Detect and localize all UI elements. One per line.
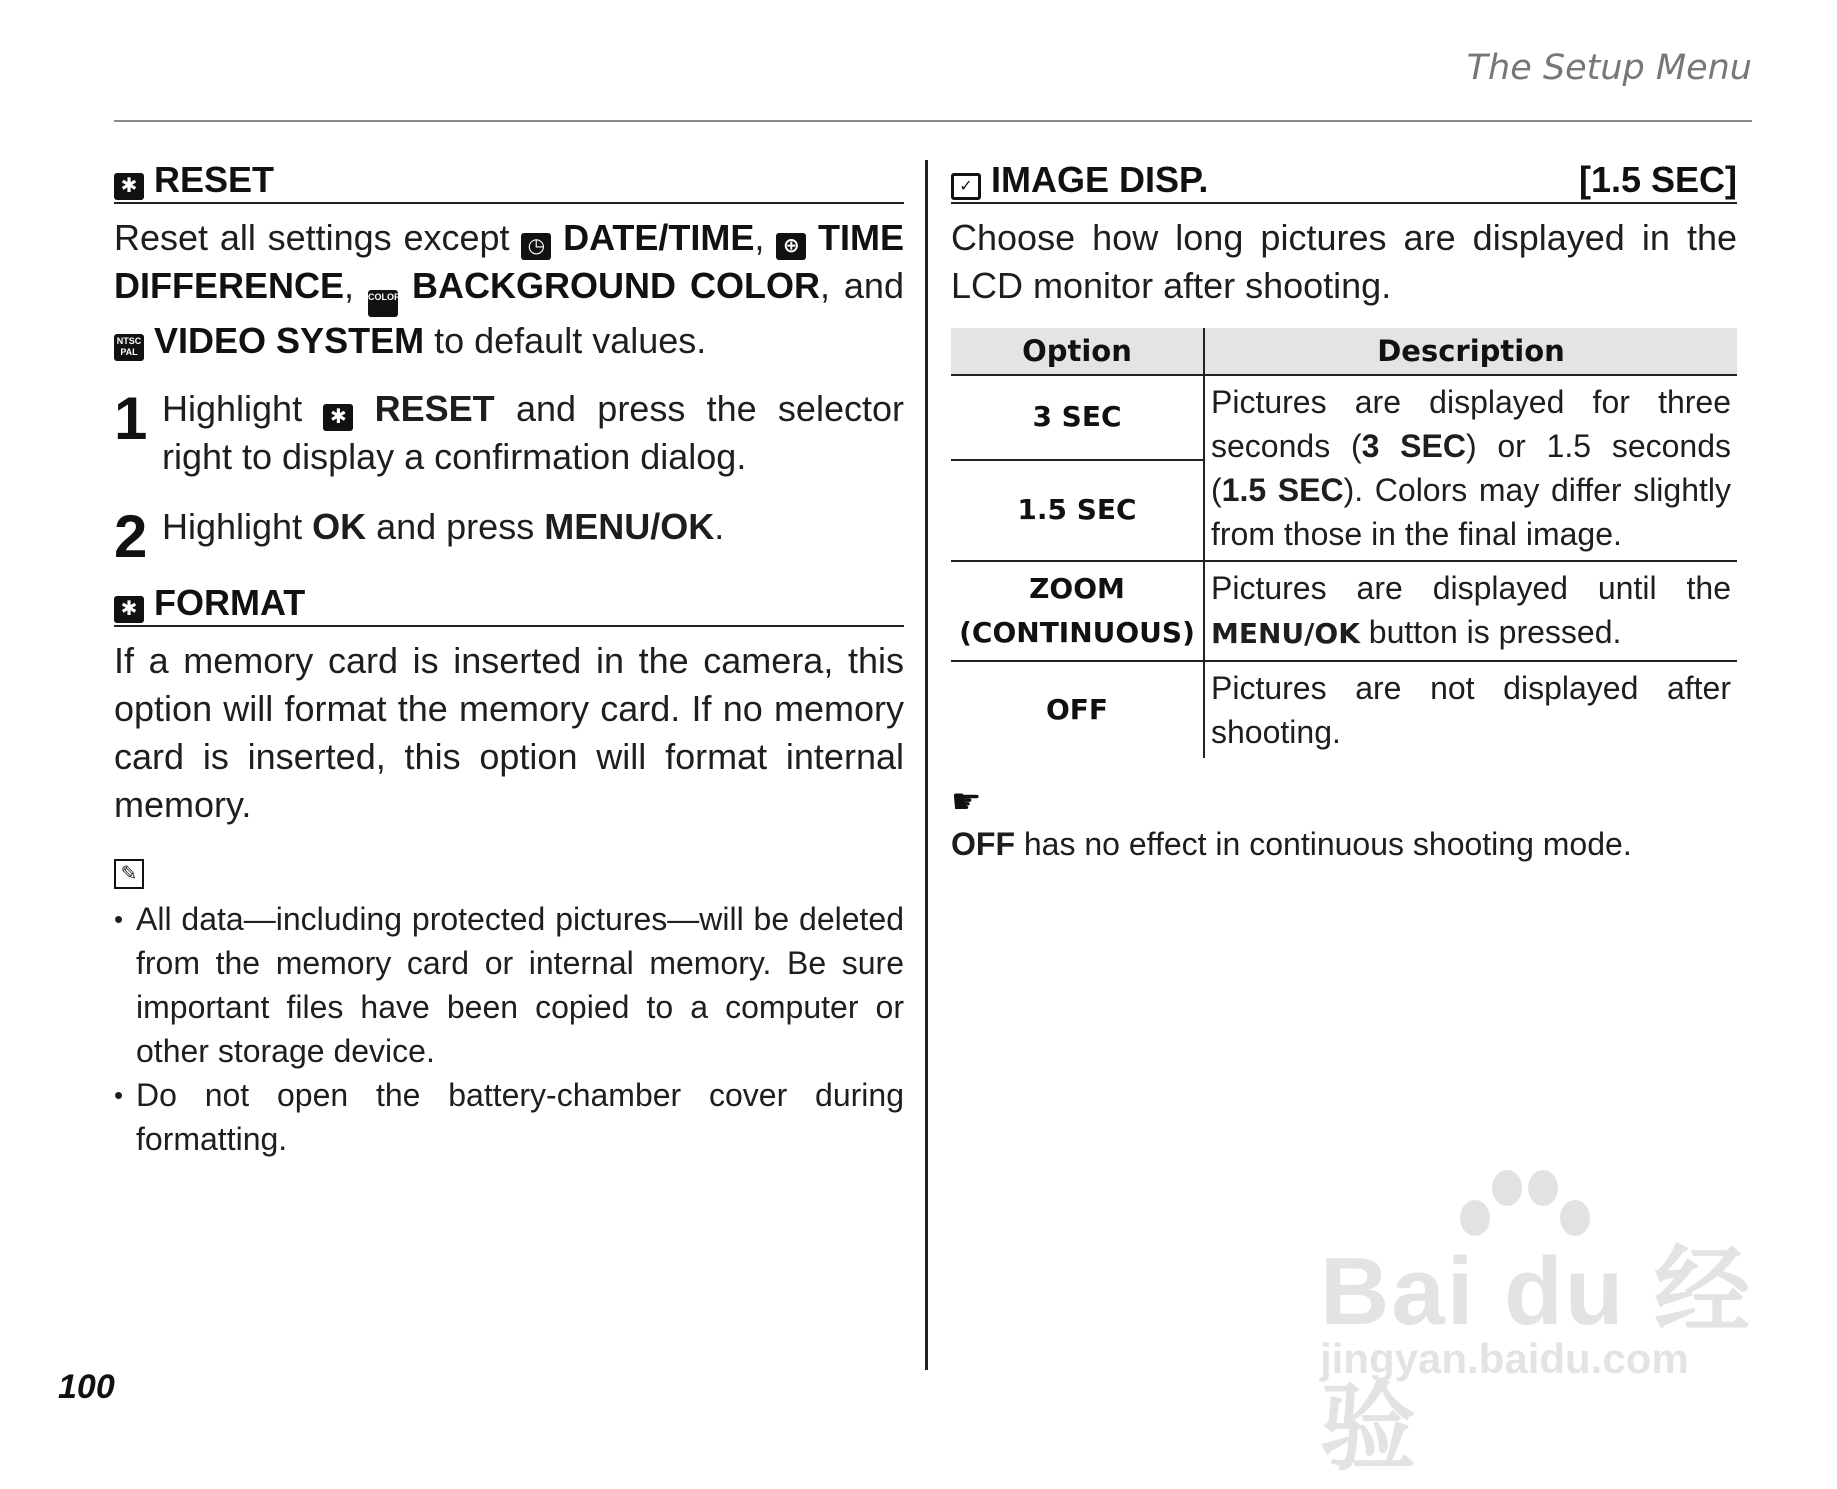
option-cell: OFF [951,661,1204,758]
image-disp-body: Choose how long pictures are displayed in the LCD monitor after shooting. [951,217,1737,306]
format-heading [114,583,904,627]
video-system-icon: NTSC PAL [114,334,144,361]
page-number: 100 [58,1368,115,1406]
clock-icon: ◷ [521,233,551,260]
reset-intro: Reset all settings except ◷ DATE/TIME, ⊕ TIME DIFFERENCE, COLOR BACKGROUND COLOR, and NTSC PAL VIDEO SYSTEM to default values. [114,217,904,361]
header-rule [114,120,1752,122]
video-system-label: VIDEO SYSTEM [154,320,425,361]
watermark-sub: jingyan.baidu.com [1320,1335,1689,1382]
format-notes [114,897,904,1161]
reset-heading [114,160,904,204]
format-icon: ✱ [114,596,144,623]
reset-step-2 [114,503,904,571]
option-cell: 3 SEC [951,375,1204,460]
baidu-watermark [1300,1160,1760,1482]
table-row [951,661,1737,758]
image-disp-title: IMAGE DISP. [991,159,1209,200]
image-disp-default: [1.5 SEC] [1578,159,1737,200]
date-time-label: DATE/TIME [563,217,755,258]
reset-icon: ✱ [114,173,144,200]
tip-text: OFF has no effect in continuous shooting mode. [951,826,1632,862]
reset-icon: ✱ [323,404,353,431]
reset-title: RESET [154,159,275,200]
watermark-main: Bai du 经验 [1320,1238,1753,1482]
option-cell: 1.5 SEC [951,460,1204,561]
options-table [951,328,1737,758]
pointing-hand-icon: ☛ [951,783,982,821]
reset-step-1 [114,385,904,481]
description-cell: Pictures are displayed until the MENU/OK button is pressed. [1204,561,1737,661]
step-number: 1 [114,385,148,452]
background-color-label: BACKGROUND COLOR [411,265,820,306]
step-number: 2 [114,503,148,570]
format-body: If a memory card is inserted in the camera, this option will format the memory card. If no memory card is inserted, this option will format internal memory. [114,640,904,825]
note-icon: ✎ [114,859,144,889]
background-color-icon: COLOR [368,290,398,317]
note-item: • Do not open the battery-chamber cover during formatting. [114,1073,904,1161]
image-disp-icon: ✓ [951,173,981,200]
left-column [114,160,904,1161]
table-row [951,375,1737,460]
col-description-header: Description [1204,328,1737,375]
option-cell: ZOOM (CONTINUOUS) [951,561,1204,661]
time-difference-label: TIME DIFFERENCE [114,217,904,306]
description-cell: Pictures are not displayed after shooting. [1211,670,1731,750]
column-divider [925,160,928,1370]
description-cell: Pictures are displayed for three seconds (3 SEC) or 1.5 seconds (1.5 SEC). Colors may differ slightly from those in the final image. [1204,375,1737,561]
right-column [951,160,1737,866]
step-text: Highlight OK and press MENU/OK. [162,506,725,547]
format-title: FORMAT [154,582,306,623]
col-option-header: Option [951,328,1204,375]
table-row [951,561,1737,661]
page-header-title: The Setup Menu [1466,48,1752,88]
image-disp-heading [951,160,1737,204]
step-text: Highlight ✱ RESET and press the selector right to display a confirmation dialog. [162,388,904,477]
note-item: • All data—including protected pictures—will be deleted from the memory card or internal memory. Be sure important files have been copied to a computer or other storage device. [114,897,904,1073]
time-difference-icon: ⊕ [776,233,806,260]
